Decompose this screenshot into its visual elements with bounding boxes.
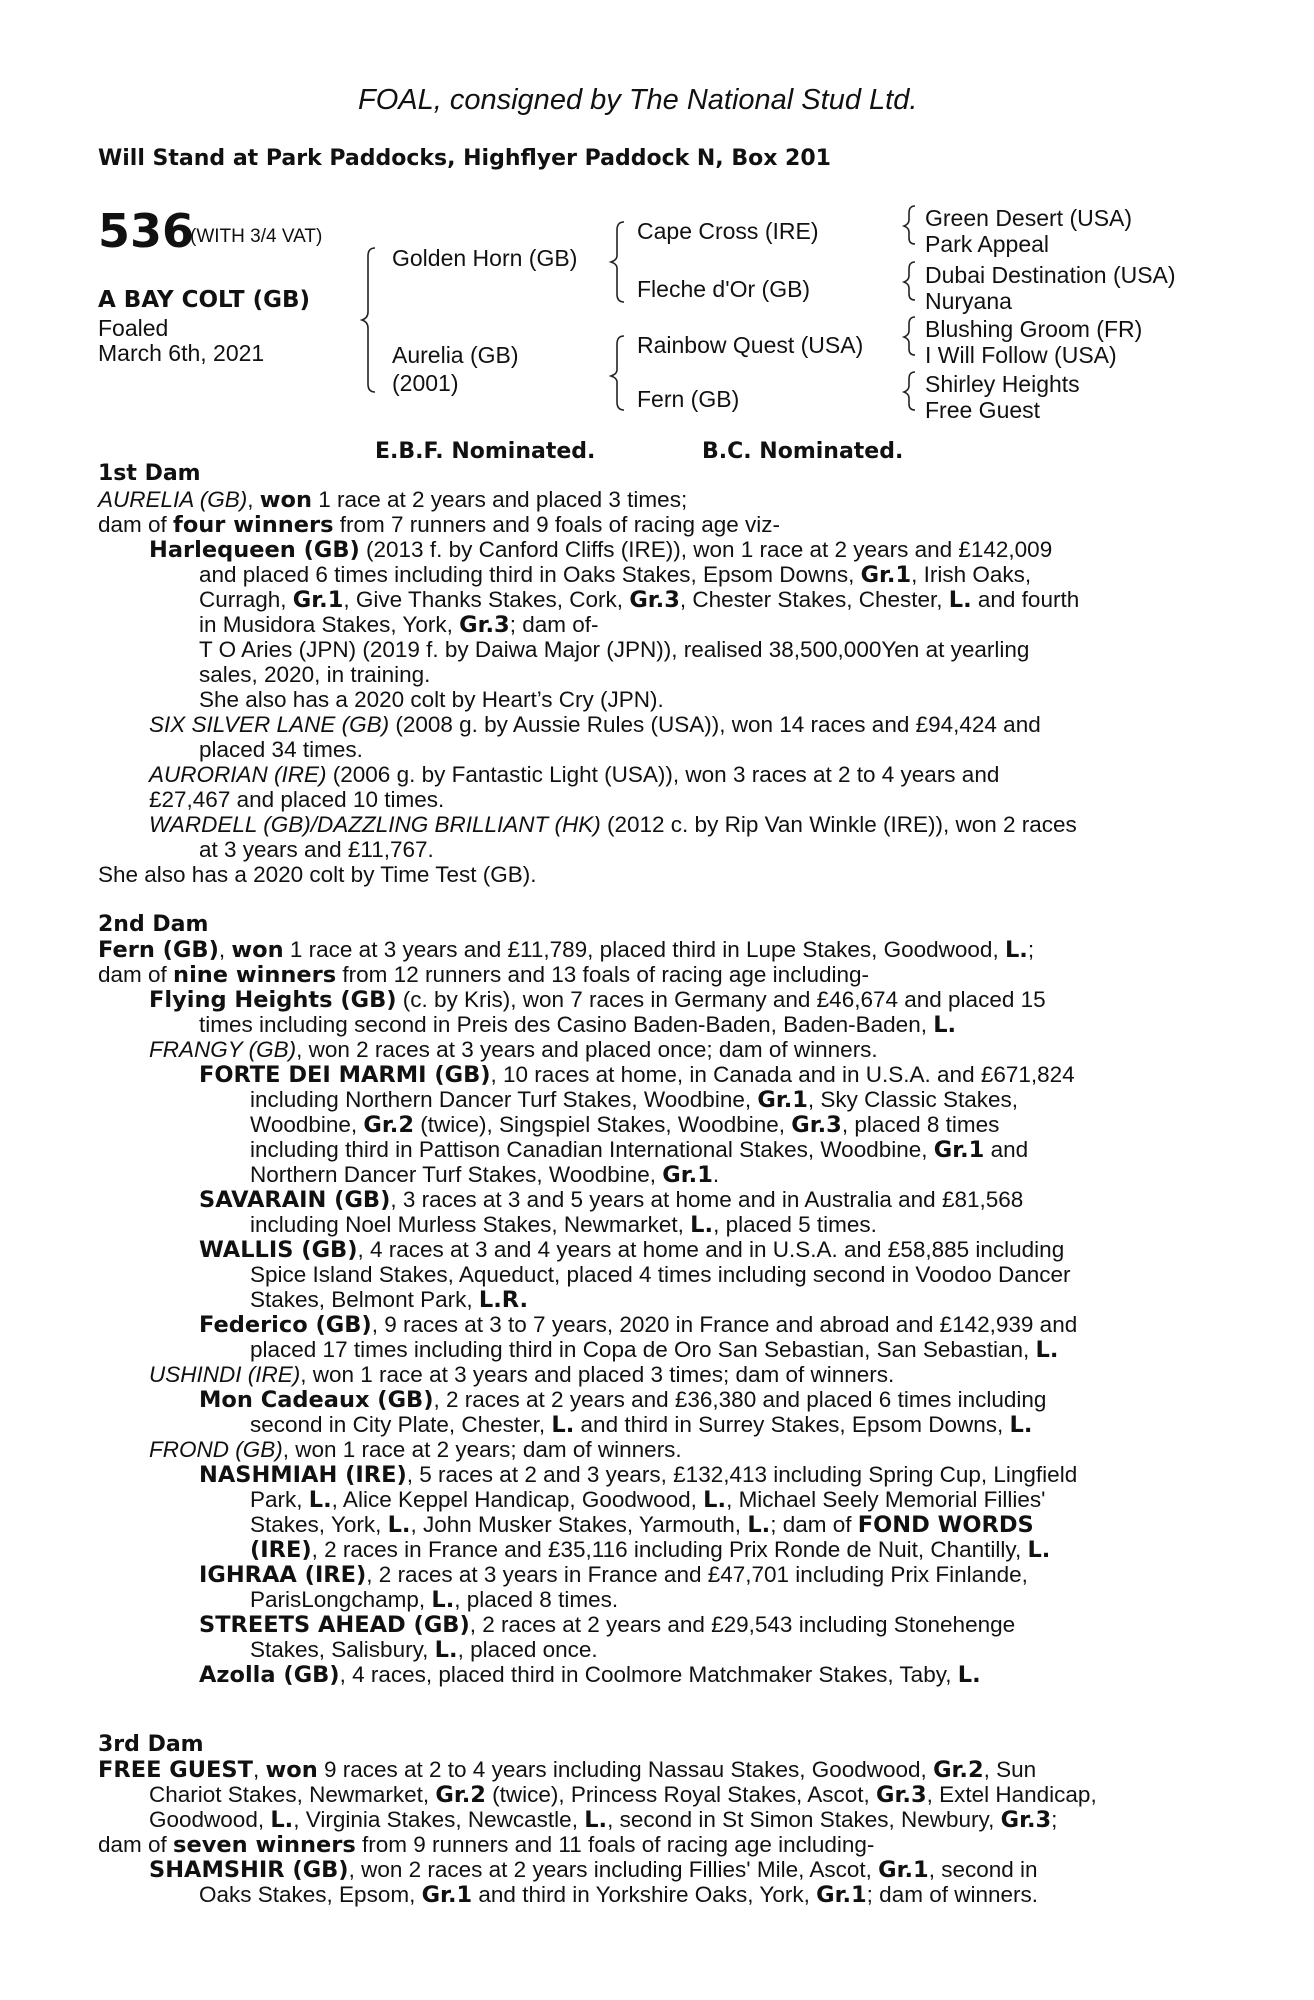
dam2-line	[98, 962, 869, 988]
dam2-line	[250, 1137, 1028, 1163]
grade: Gr.3	[1000, 1807, 1052, 1833]
grade: L.	[703, 1487, 727, 1513]
horse-name: Harlequeen (GB)	[149, 537, 360, 563]
dam2-line: Spice Island Stakes, Aqueduct, placed 4 times including second in Voodoo Dancer	[250, 1262, 1071, 1287]
grade: L.	[747, 1512, 771, 1538]
dam1-line	[199, 587, 1079, 613]
text: , 2 races at 2 years and £29,543 including Stonehenge	[469, 1612, 1016, 1637]
grade: L.R.	[478, 1287, 529, 1313]
text: dam of	[98, 512, 174, 537]
dam2-line	[250, 1587, 618, 1613]
dam1-line: She also has a 2020 colt by Heart’s Cry (JPN).	[199, 687, 664, 712]
grade: L.	[1027, 1537, 1051, 1563]
text: ; dam of-	[509, 612, 599, 637]
dam3-heading: 3rd Dam	[98, 1732, 204, 1757]
text: , Give Thanks Stakes, Cork,	[343, 587, 630, 612]
text: (2012 c. by Rip Van Winkle (IRE)), won 2 races	[600, 812, 1077, 837]
horse-name: (IRE)	[250, 1537, 312, 1563]
pedigree-dam-dam: Fern (GB)	[637, 386, 740, 412]
dam1-line	[199, 612, 598, 638]
text: , placed once.	[457, 1637, 598, 1662]
text: , won 2 races at 2 years including Fillies' Mile, Ascot,	[348, 1857, 879, 1882]
vat-note: (WITH 3/4 VAT)	[190, 226, 323, 247]
dam1-line: sales, 2020, in training.	[199, 662, 431, 687]
text: ,	[252, 1757, 266, 1782]
pedigree-g3-8: Free Guest	[925, 397, 1041, 423]
grade: Gr.2	[933, 1757, 984, 1783]
text: , John Musker Stakes, Yarmouth,	[410, 1512, 748, 1537]
text: , Extel Handicap,	[926, 1782, 1097, 1807]
horse-name: WALLIS (GB)	[199, 1237, 358, 1263]
dam2-line	[250, 1487, 1045, 1513]
dam1-line: £27,467 and placed 10 times.	[149, 787, 445, 812]
text: (c. by Kris), won 7 races in Germany and £46,674 and placed 15	[396, 987, 1046, 1012]
dam1-line: placed 34 times.	[199, 737, 363, 762]
dam3-line	[149, 1782, 1097, 1808]
dam3-line	[98, 1757, 1036, 1783]
text: ; dam of winners.	[866, 1882, 1038, 1907]
text: ,	[247, 487, 260, 512]
text: , 2 races at 2 years and £36,380 and placed 6 times including	[433, 1387, 1047, 1412]
grade: Gr.3	[876, 1782, 927, 1808]
foaled-label: Foaled	[98, 315, 169, 341]
dam2-line	[199, 1387, 1046, 1413]
pedigree-g3-3: Dubai Destination (USA)	[925, 262, 1176, 288]
grade: L.	[948, 587, 972, 613]
text: (2008 g. by Aussie Rules (USA)), won 14 races and £94,424 and	[389, 712, 1041, 737]
text: ,	[218, 937, 232, 962]
text: including Northern Dancer Turf Stakes, Woodbine,	[250, 1087, 758, 1112]
horse-name: Federico (GB)	[199, 1312, 372, 1338]
text: ;	[1027, 937, 1035, 962]
dam2-line	[199, 1462, 1077, 1488]
horse-name: SIX SILVER LANE (GB)	[149, 712, 390, 737]
dam1-line	[149, 812, 1077, 838]
text: dam of	[98, 962, 174, 987]
dam2-line	[250, 1337, 1058, 1363]
horse-name: Flying Heights (GB)	[149, 987, 397, 1013]
text: , Michael Seely Memorial Fillies'	[726, 1487, 1046, 1512]
horse-name: NASHMIAH (IRE)	[199, 1462, 407, 1488]
text: Park,	[250, 1487, 309, 1512]
text: 1 race at 2 years and placed 3 times;	[311, 487, 688, 512]
text: , Virginia Stakes, Newcastle,	[293, 1807, 585, 1832]
horse-name: SAVARAIN (GB)	[199, 1187, 391, 1213]
dam2-line	[149, 1362, 894, 1388]
grade: Gr.1	[816, 1882, 867, 1908]
grade: Gr.1	[933, 1137, 985, 1163]
dam2-line	[199, 1237, 1064, 1263]
text: Goodwood,	[149, 1807, 271, 1832]
text: , placed 8 times	[841, 1112, 1000, 1137]
dam1-line	[149, 762, 999, 788]
won-label: won	[259, 487, 312, 513]
winners-count: seven winners	[173, 1832, 356, 1858]
consignor-line: FOAL, consigned by The National Stud Ltd.	[358, 84, 918, 116]
text: , Irish Oaks,	[911, 562, 1032, 587]
horse-name: SHAMSHIR (GB)	[149, 1857, 349, 1883]
horse-name: FROND (GB)	[149, 1437, 283, 1462]
dam2-line	[199, 1312, 1077, 1338]
grade: Gr.1	[878, 1857, 929, 1883]
text: second in City Plate, Chester,	[250, 1412, 552, 1437]
pedigree-g3-5: Blushing Groom (FR)	[925, 316, 1143, 342]
dam2-line	[250, 1087, 1018, 1113]
dam2-line	[199, 1012, 956, 1038]
text: , 4 races at 3 and 4 years at home and in U.S.A. and £58,885 including	[357, 1237, 1065, 1262]
dam2-line	[199, 1612, 1015, 1638]
text: ParisLongchamp,	[250, 1587, 432, 1612]
text: Chariot Stakes, Newmarket,	[149, 1782, 436, 1807]
text: ;	[1051, 1807, 1058, 1832]
horse-name: Mon Cadeaux (GB)	[199, 1387, 434, 1413]
horse-name: USHINDI (IRE)	[149, 1362, 301, 1387]
dam2-line	[149, 987, 1046, 1013]
grade: L.	[387, 1512, 411, 1538]
horse-name: FRANGY (GB)	[149, 1037, 297, 1062]
horse-name: STREETS AHEAD (GB)	[199, 1612, 470, 1638]
text: including Noel Murless Stakes, Newmarket,	[250, 1212, 691, 1237]
text: , second in St Simon Stakes, Newbury,	[607, 1807, 1001, 1832]
text: .	[712, 1162, 720, 1187]
text: from 7 runners and 9 foals of racing age viz-	[333, 512, 781, 537]
text: 9 races at 2 to 4 years including Nassau Stakes, Goodwood,	[317, 1757, 934, 1782]
dam1-line	[149, 712, 1041, 738]
grade: L.	[1009, 1412, 1033, 1438]
grade: L.	[270, 1807, 294, 1833]
horse-name: IGHRAA (IRE)	[199, 1562, 367, 1588]
dam2-line	[250, 1162, 719, 1188]
grade: L.	[551, 1412, 575, 1438]
dam2-line	[199, 1562, 1028, 1588]
pedigree-sire-dam: Fleche d'Or (GB)	[637, 276, 811, 302]
text: Stakes, Belmont Park,	[250, 1287, 479, 1312]
text: , 4 races, placed third in Coolmore Matchmaker Stakes, Taby,	[339, 1662, 958, 1687]
text: including third in Pattison Canadian International Stakes, Woodbine,	[250, 1137, 934, 1162]
text: , Alice Keppel Handicap, Goodwood,	[331, 1487, 704, 1512]
grade: L.	[431, 1587, 455, 1613]
text: and third in Surrey Stakes, Epsom Downs,	[574, 1412, 1010, 1437]
text: from 9 runners and 11 foals of racing age including-	[355, 1832, 875, 1857]
grade: L.	[690, 1212, 714, 1238]
grade: L.	[1004, 937, 1028, 963]
dam2-line	[250, 1412, 1032, 1438]
dam1-line	[98, 512, 780, 538]
bc-nomination: B.C. Nominated.	[702, 439, 904, 464]
pedigree-dam-sire: Rainbow Quest (USA)	[637, 332, 864, 358]
won-label: won	[231, 937, 284, 963]
text: times including second in Preis des Casino Baden-Baden, Baden-Baden,	[199, 1012, 934, 1037]
grade: L.	[933, 1012, 957, 1038]
dam2-heading: 2nd Dam	[98, 912, 209, 937]
dam1-line	[98, 487, 687, 513]
text: placed 17 times including third in Copa de Oro San Sebastian, San Sebastian,	[250, 1337, 1036, 1362]
grade: Gr.1	[757, 1087, 808, 1113]
text: , won 1 race at 2 years; dam of winners.	[282, 1437, 682, 1462]
pedigree-sire: Golden Horn (GB)	[392, 245, 578, 271]
pedigree-sire-sire: Cape Cross (IRE)	[637, 218, 819, 244]
dam2-line	[250, 1537, 1050, 1563]
pedigree-g3-2: Park Appeal	[925, 231, 1050, 257]
text: Curragh,	[199, 587, 293, 612]
text: and	[984, 1137, 1029, 1162]
text: and placed 6 times including third in Oaks Stakes, Epsom Downs,	[199, 562, 861, 587]
grade: Gr.3	[791, 1112, 842, 1138]
text: , 9 races at 3 to 7 years, 2020 in France and abroad and £142,939 and	[371, 1312, 1078, 1337]
dam3-line	[149, 1807, 1057, 1833]
dam2-line	[199, 1662, 981, 1688]
text: , 3 races at 3 and 5 years at home and in Australia and £81,568	[390, 1187, 1024, 1212]
text: , 2 races at 3 years in France and £47,701 including Prix Finlande,	[366, 1562, 1028, 1587]
dam2-line	[250, 1637, 598, 1663]
grade: L.	[434, 1637, 458, 1663]
text: , second in	[928, 1857, 1038, 1882]
dam1-line: at 3 years and £11,767.	[199, 837, 434, 862]
grade: L.	[584, 1807, 608, 1833]
pedigree-g3-4: Nuryana	[925, 288, 1012, 314]
foaled-date: March 6th, 2021	[98, 340, 265, 366]
grade: Gr.3	[629, 587, 680, 613]
horse-name: Azolla (GB)	[199, 1662, 340, 1688]
dam-name: Fern (GB)	[98, 937, 219, 963]
grade: Gr.1	[662, 1162, 713, 1188]
horse-name: FOND WORDS	[857, 1512, 1034, 1538]
grade: Gr.2	[363, 1112, 414, 1138]
text: , Sun	[983, 1757, 1037, 1782]
horse-name: WARDELL (GB)/DAZZLING BRILLIANT (HK)	[149, 812, 601, 837]
text: from 12 runners and 13 foals of racing age including-	[336, 962, 869, 987]
text: ; dam of	[770, 1512, 858, 1537]
lot-number: 536	[98, 204, 195, 258]
winners-count: four winners	[173, 512, 334, 538]
text: , placed 8 times.	[454, 1587, 619, 1612]
grade: Gr.1	[860, 562, 912, 588]
text: Stakes, York,	[250, 1512, 388, 1537]
grade: Gr.2	[435, 1782, 486, 1808]
pedigree-g3-1: Green Desert (USA)	[925, 205, 1133, 231]
text: Northern Dancer Turf Stakes, Woodbine,	[250, 1162, 663, 1187]
text: (twice), Singspiel Stakes, Woodbine,	[413, 1112, 792, 1137]
text: (2006 g. by Fantastic Light (USA)), won 3 races at 2 to 4 years and	[326, 762, 1000, 787]
text: and third in Yorkshire Oaks, York,	[472, 1882, 817, 1907]
text: (2013 f. by Canford Cliffs (IRE)), won 1 race at 2 years and £142,009	[359, 537, 1053, 562]
text: , Sky Classic Stakes,	[807, 1087, 1018, 1112]
text: in Musidora Stakes, York,	[199, 612, 460, 637]
dam1-heading: 1st Dam	[98, 461, 201, 486]
dam-name: FREE GUEST	[98, 1757, 253, 1783]
dam2-line	[149, 1437, 682, 1463]
pedigree-dam: Aurelia (GB)	[392, 342, 519, 368]
dam3-line	[149, 1857, 1038, 1883]
text: and fourth	[971, 587, 1080, 612]
dam2-line	[250, 1287, 528, 1313]
dam2-line	[98, 937, 1034, 963]
stand-location: Will Stand at Park Paddocks, Highflyer Paddock N, Box 201	[98, 146, 831, 171]
text: , 2 races in France and £35,116 including Prix Ronde de Nuit, Chantilly,	[311, 1537, 1028, 1562]
text: , 10 races at home, in Canada and in U.S.A. and £671,824	[490, 1062, 1075, 1087]
text: (twice), Princess Royal Stakes, Ascot,	[485, 1782, 877, 1807]
winners-count: nine winners	[173, 962, 337, 988]
dam1-line: She also has a 2020 colt by Time Test (GB).	[98, 862, 537, 887]
text: Oaks Stakes, Epsom,	[199, 1882, 422, 1907]
grade: L.	[308, 1487, 332, 1513]
pedigree-g3-6: I Will Follow (USA)	[925, 342, 1117, 368]
text: , 5 races at 2 and 3 years, £132,413 including Spring Cup, Lingfield	[406, 1462, 1078, 1487]
grade: L.	[957, 1662, 981, 1688]
text: dam of	[98, 1832, 174, 1857]
text: , placed 5 times.	[713, 1212, 877, 1237]
dam1-line	[199, 562, 1031, 588]
won-label: won	[265, 1757, 318, 1783]
pedigree-dam-year: (2001)	[392, 370, 459, 396]
text: , won 2 races at 3 years and placed once; dam of winners.	[296, 1037, 878, 1062]
dam3-line	[199, 1882, 1038, 1908]
dam1-line: T O Aries (JPN) (2019 f. by Daiwa Major (JPN)), realised 38,500,000Yen at yearling	[199, 637, 1030, 662]
dam2-line	[250, 1512, 1034, 1538]
dam2-line	[199, 1062, 1075, 1088]
dam3-line	[98, 1832, 874, 1858]
text: , won 1 race at 3 years and placed 3 times; dam of winners.	[300, 1362, 895, 1387]
grade: Gr.1	[421, 1882, 473, 1908]
grade: Gr.3	[459, 612, 510, 638]
lot-description: A BAY COLT (GB)	[98, 287, 311, 313]
horse-name: AURORIAN (IRE)	[149, 762, 327, 787]
dam2-line	[250, 1212, 877, 1238]
text: Woodbine,	[250, 1112, 364, 1137]
dam1-line	[149, 537, 1052, 563]
dam2-line	[199, 1187, 1023, 1213]
text: , Chester Stakes, Chester,	[679, 587, 949, 612]
text: 1 race at 3 years and £11,789, placed third in Lupe Stakes, Goodwood,	[283, 937, 1005, 962]
pedigree-g3-7: Shirley Heights	[925, 371, 1080, 397]
dam2-line	[250, 1112, 999, 1138]
ebf-nomination: E.B.F. Nominated.	[375, 439, 596, 464]
grade: Gr.1	[292, 587, 344, 613]
grade: L.	[1035, 1337, 1059, 1363]
text: Stakes, Salisbury,	[250, 1637, 435, 1662]
horse-name: FORTE DEI MARMI (GB)	[199, 1062, 491, 1088]
dam-name: AURELIA (GB)	[98, 487, 248, 512]
dam2-line	[149, 1037, 878, 1063]
